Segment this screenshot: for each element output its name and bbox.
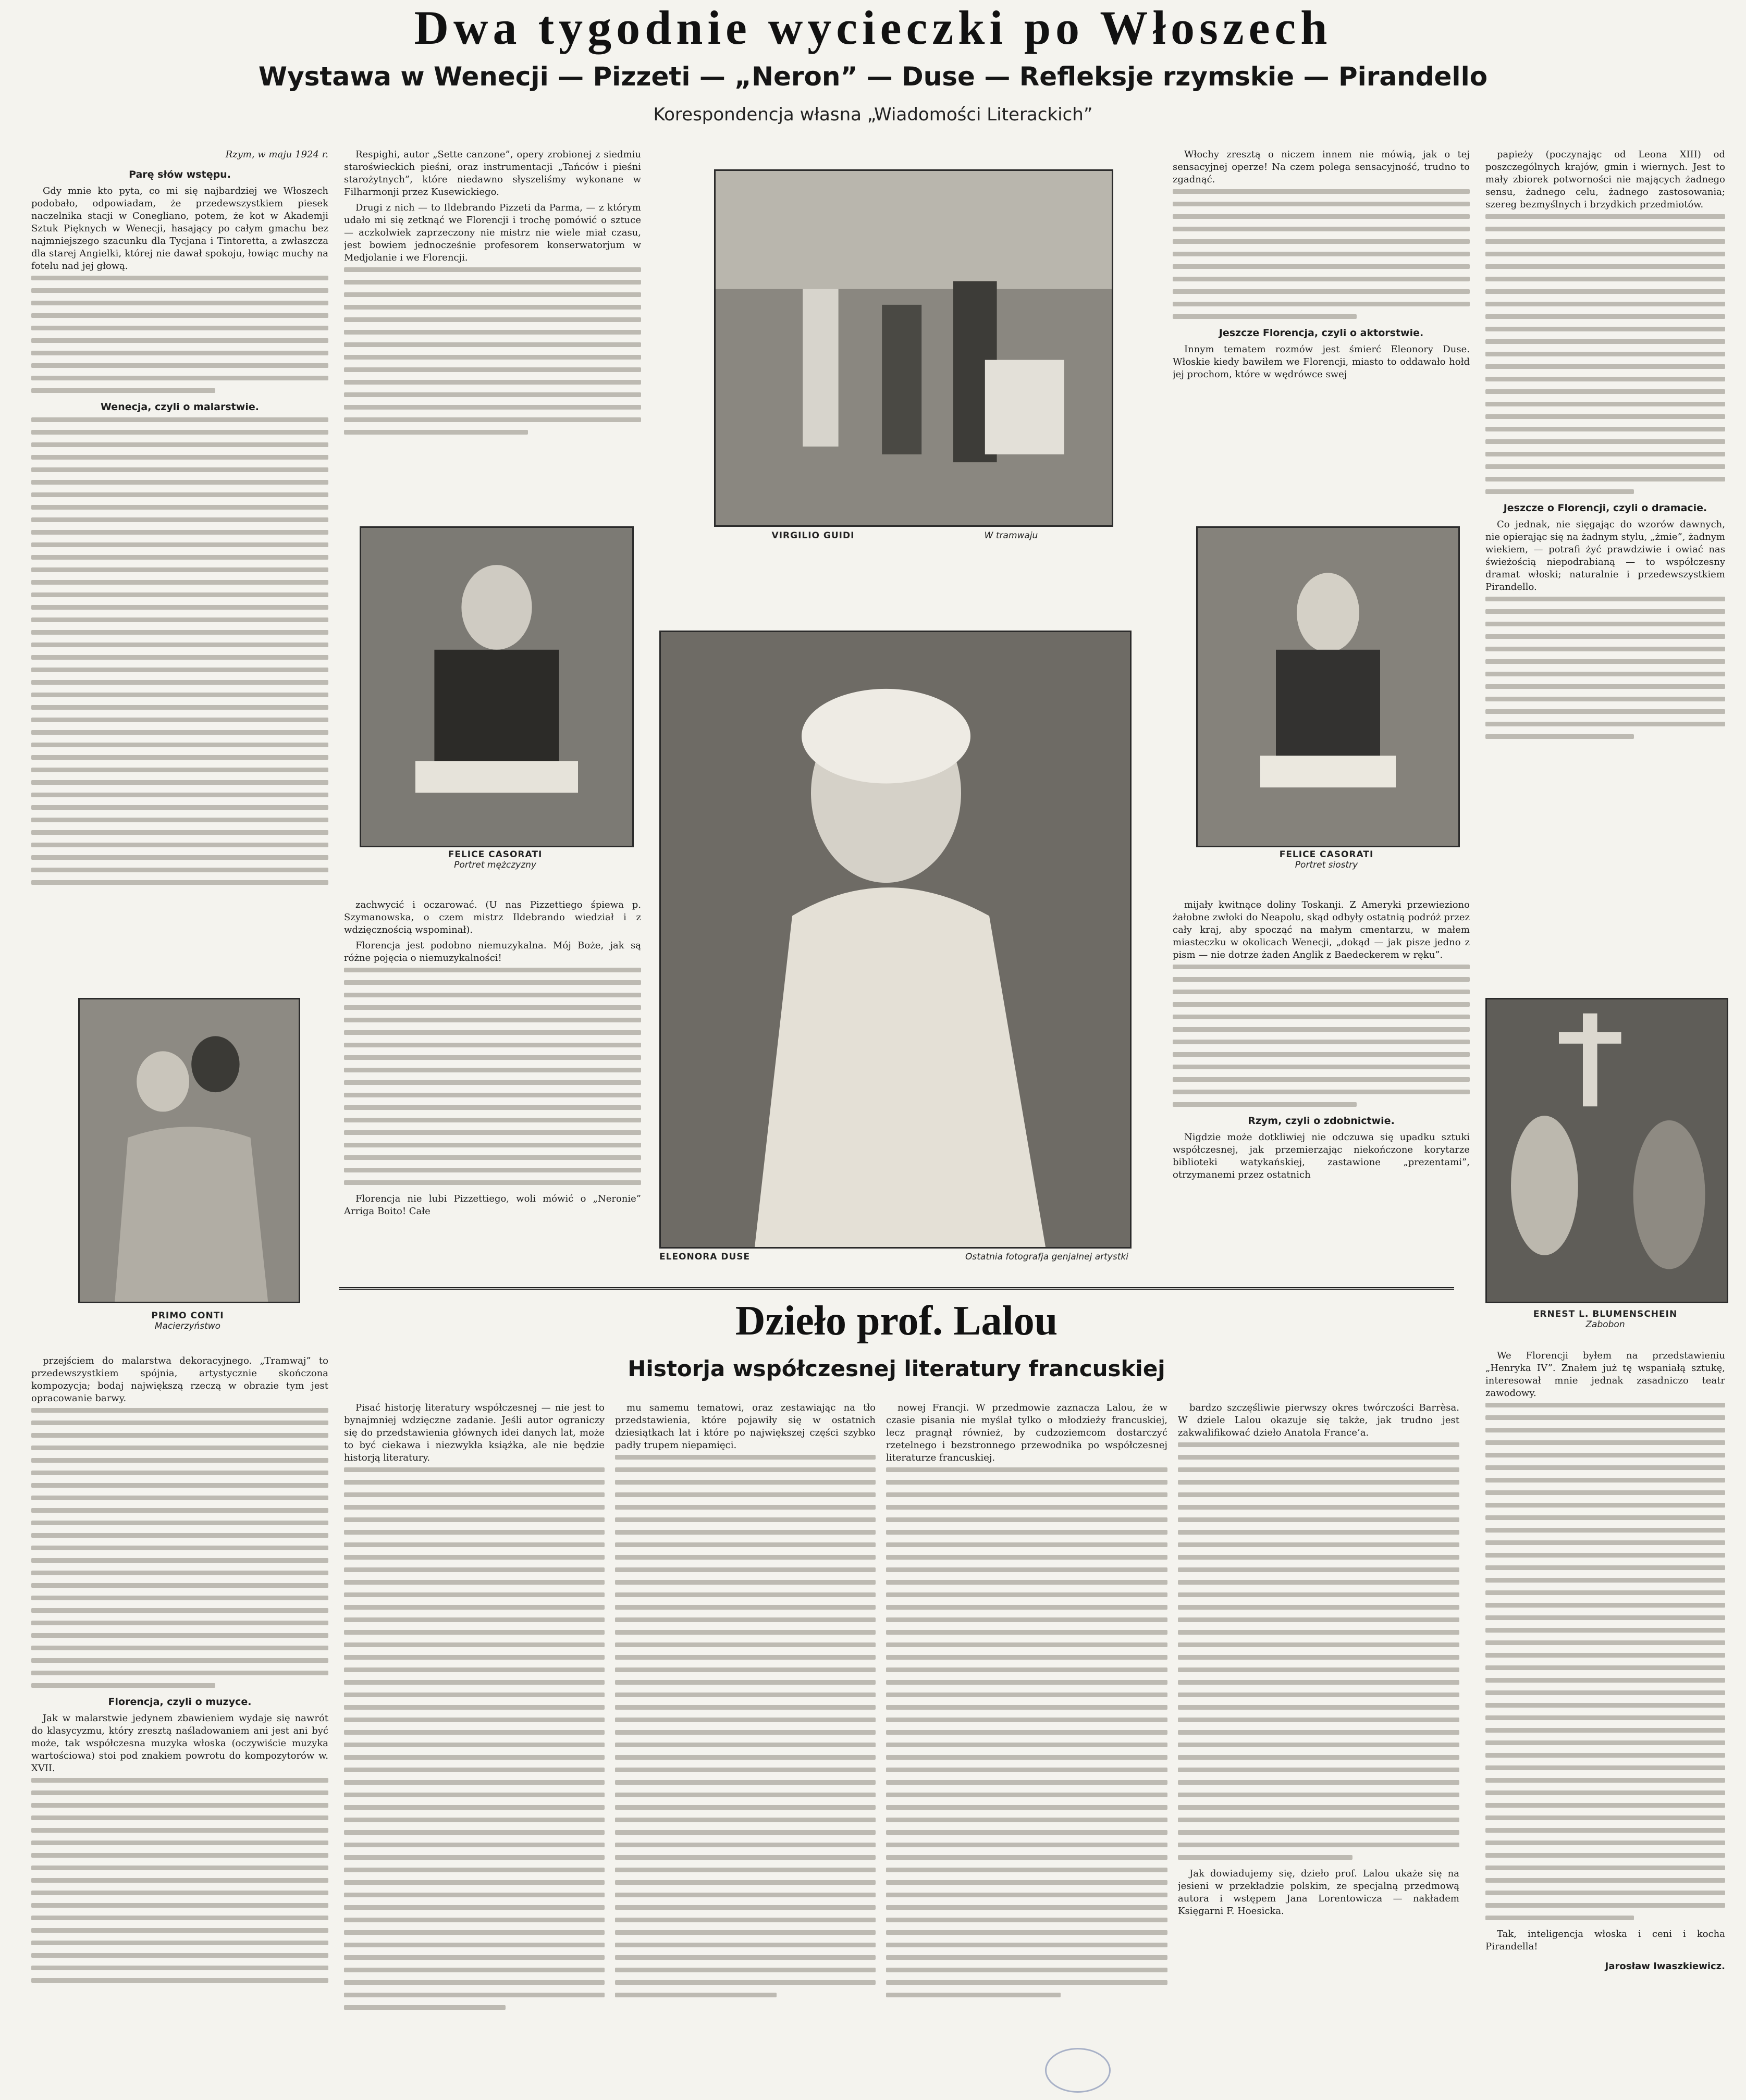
paragraph: Jak w malarstwie jedynem zbawieniem wydaje się nawrót do klasycyzmu, który zresztą naśladowaniem ani jest ani być może, tak współczesna muzyka włoska (oczywiście muzyka wartościowa) stoi pod znakiem powrotu do kompozytorów w. XVII.: [31, 1713, 328, 1774]
unreadable-text: [344, 267, 641, 435]
paragraph: Tak, inteligencja włoska i ceni i kocha Pirandella!: [1485, 1929, 1725, 1952]
motherhood-painting: [78, 998, 300, 1303]
caption-artist: FELICE CASORATI: [448, 849, 543, 860]
unreadable-text: [31, 1408, 328, 1688]
section-heading: Jeszcze Florencja, czyli o aktorstwie.: [1219, 327, 1424, 339]
caption-duse: [659, 1252, 878, 1262]
caption-casorati-2: [1196, 849, 1457, 870]
article-2-column-4: [1178, 1402, 1459, 2084]
paragraph: Respighi, autor „Sette canzone”, opery zrobionej z siedmiu staroświeckich pieśni, oraz instrumentacji „Tańców i pieśni starożytnych”, które niedawno słyszeliśmy wykonane w Filharmonji przez Kusewickiego.: [344, 149, 641, 197]
caption-blumenschein: [1485, 1309, 1725, 1330]
article-title: Dwa tygodnie wycieczki po Włoszech: [414, 1, 1332, 54]
section-heading: Rzym, czyli o zdobnictwie.: [1248, 1115, 1395, 1127]
caption-work: Macierzyństwo: [154, 1321, 221, 1331]
unreadable-text: [1178, 1442, 1459, 1860]
unreadable-text: [886, 1467, 1167, 1997]
unreadable-text: [344, 1467, 605, 2010]
article-2-column-1: [344, 1402, 605, 2084]
portrait-of-sister: [1196, 526, 1460, 847]
unreadable-text: [1485, 1403, 1725, 1920]
caption-name: ELEONORA DUSE: [659, 1252, 751, 1262]
column-5: [31, 1355, 328, 2084]
section-heading: Florencja, czyli o muzyce.: [108, 1696, 252, 1708]
article-2-column-3: [886, 1402, 1167, 2084]
caption-work: Zabobon: [1585, 1319, 1625, 1330]
article-2-column-2: [615, 1402, 876, 2084]
paragraph: mu samemu tematowi, oraz zestawiając na tło przedstawienia, które pojawiły się w ostatnich dziesiątkach lat i które po największej części szybko padły trupem niepamięci.: [615, 1402, 876, 1451]
superstition-painting: [1485, 998, 1728, 1303]
column-3: [1173, 149, 1470, 503]
caption-guidi: [714, 530, 912, 541]
article-2-subtitle: Historja współczesnej literatury francuskiej: [628, 1356, 1165, 1381]
paragraph: papieży (poczynając od Leona XIII) od poszczególnych krajów, gmin i wiernych. Jest to mały zbiorek potworności nie mających żadnego sensu, żadnego celu, żadnego zastosowania; szereg bezmyślnych i brzydkich przedmiotów.: [1485, 149, 1725, 210]
caption-work: Portret mężczyzny: [454, 860, 536, 870]
painting-in-tram: [714, 169, 1113, 527]
paragraph: zachwycić i oczarować. (U nas Pizzettiego śpiewa p. Szymanowska, o czem mistrz Ildebrando wiedział i z wdzięcznością wspominał).: [344, 899, 641, 935]
portrait-of-a-man: [360, 526, 634, 847]
section-heading: Wenecja, czyli o malarstwie.: [101, 401, 259, 413]
paragraph: Drugi z nich — to Ildebrando Pizzeti da Parma, — z którym udało mi się zetknąć we Florencji i trochę pomówić o sztuce — aczkolwiek zaprzeczony nie mistrz nie wiele miał czasu, jest bowiem jednocześnie profesorem konserwatorjum w Medjolanie i we Florencji.: [344, 202, 641, 263]
caption-casorati-1: [360, 849, 631, 870]
column-4-lower: [1485, 1350, 1725, 2084]
paragraph: mijały kwitnące doliny Toskanji. Z Ameryki przewieziono żałobne zwłoki do Neapolu, skąd odbyły ostatnią podróż przez cały kraj, aby spocząć na małym cmentarzu, w małem miasteczku w okolicach Wenecji, „dokąd — jak pisze jedno z pism — nie dotrze żaden Anglik z Baedeckerem w ręku”.: [1173, 899, 1470, 960]
column-2: [344, 149, 641, 503]
paragraph: Włochy zresztą o niczem innem nie mówią, jak o tej sensacyjnej operze! Na czem polega sensacyjność, trudno to zgadnąć.: [1173, 149, 1470, 185]
unreadable-text: [31, 276, 328, 393]
unreadable-text: [31, 417, 328, 885]
caption-artist: ERNEST L. BLUMENSCHEIN: [1533, 1309, 1678, 1319]
paragraph: Florencja nie lubi Pizzettiego, woli mówić o „Neronie” Arriga Boito! Całe: [344, 1193, 641, 1217]
paragraph: Jak dowiadujemy się, dzieło prof. Lalou ukaże się na jesieni w przekładzie polskim, ze specjalną przedmową autora i wstępem Jana Lorentowicza — nakładem Księgarni F. Hoesicka.: [1178, 1868, 1459, 1917]
paragraph: We Florencji byłem na przedstawieniu „Henryka IV”. Znałem już tę wspaniałą sztukę, interesował mnie jednak zasadniczo teatr zawodowy.: [1485, 1350, 1725, 1399]
caption-conti: [78, 1311, 297, 1331]
caption-duse-note: Ostatnia fotografja genjalnej artystki: [965, 1252, 1128, 1262]
unreadable-text: [615, 1455, 876, 1997]
unreadable-text: [1173, 189, 1470, 319]
article-subtitle: Wystawa w Wenecji — Pizzeti — „Neron” — Duse — Refleksje rzymskie — Pirandello: [258, 61, 1488, 92]
unreadable-text: [344, 968, 641, 1185]
section-heading: Parę słów wstępu.: [129, 169, 231, 180]
caption-artist: PRIMO CONTI: [151, 1311, 224, 1321]
dateline: Rzym, w maju 1924 r.: [225, 149, 328, 160]
unreadable-text: [1173, 965, 1470, 1107]
paragraph: nowej Francji. W przedmowie zaznacza Lalou, że w czasie pisania nie myślał tylko o młodzieży francuskiej, lecz pragnął również, by cudzoziemcom dostarczyć rzetelnego i bezstronnego przewodnika po współczesnej literaturze francuskiej.: [886, 1402, 1167, 1463]
eleonora-duse-photo: [659, 631, 1132, 1249]
article-byline: Korespondencja własna „Wiadomości Literackich”: [653, 104, 1093, 125]
column-2-continued: [344, 899, 641, 1274]
article-2-title: Dzieło prof. Lalou: [735, 1298, 1058, 1344]
paragraph: Gdy mnie kto pyta, co mi się najbardziej we Włoszech podobało, odpowiadam, że przedewszystkiem piesek naczelnika stacji w Conegliano, potem, że kot w Akademji Sztuk Pięknych w Wenecji, hasający po całym gmachu bez najmniejszego szacunku dla Tycjana i Tintoretta, a zwłaszcza dla starej Angielki, której nie dawał spokoju, łowiąc muchy na fotelu nad jej głową.: [31, 186, 328, 271]
library-stamp: [1045, 2048, 1111, 2093]
caption-artist: FELICE CASORATI: [1279, 849, 1374, 860]
column-3-continued: [1173, 899, 1470, 1274]
article-divider: [339, 1287, 1454, 1290]
paragraph: Co jednak, nie sięgając do wzorów dawnych, nie opierając się na żadnym stylu, „żmie”, żadnym wiekiem, — potrafi żyć prawdziwie i owiać nas świeżością niepodrabianą — to współczesny dramat włoski; naturalnie i przedewszystkiem Pirandello.: [1485, 519, 1725, 592]
caption-work: Portret siostry: [1295, 860, 1358, 870]
paragraph: Florencja jest podobno niemuzykalna. Mój Boże, jak są różne pojęcia o niemuzykalności!: [344, 940, 641, 963]
unreadable-text: [1485, 214, 1725, 494]
paragraph: bardzo szczęśliwie pierwszy okres twórczości Barrèsa. W dziele Lalou okazuje się także, jak trudno jest zakwalifikować dzieło Anatola France’a.: [1178, 1402, 1459, 1438]
section-heading: Jeszcze o Florencji, czyli o dramacie.: [1503, 502, 1707, 514]
paragraph: Innym tematem rozmów jest śmierć Eleonory Duse. Włoskie kiedy bawiłem we Florencji, miasto to oddawało hołd jej prochom, które w wędrówce swej: [1173, 344, 1470, 380]
column-1: [31, 149, 328, 956]
author-signature: Jarosław Iwaszkiewicz.: [1605, 1961, 1725, 1972]
paragraph: Pisać historję literatury współczesnej — nie jest to bynajmniej wdzięczne zadanie. Jeśli autor ograniczy się do przedstawienia głównych idei danych lat, może to być ciekawa i niezwykła książka, ale nie będzie historją literatury.: [344, 1402, 605, 1463]
paragraph: Nigdzie może dotkliwiej nie odczuwa się upadku sztuki współczesnej, jak przemierzając niekończone korytarze biblioteki watykańskiej, zastawione „prezentami”, otrzymanemi przez ostatnich: [1173, 1132, 1470, 1180]
caption-guidi-work: W tramwaju: [984, 530, 1038, 541]
caption-artist: VIRGILIO GUIDI: [771, 530, 855, 541]
paragraph: przejściem do malarstwa dekoracyjnego. „Tramwaj” to przedewszystkiem spójnia, artystycznie skończona kompozycja; bodaj największą rzeczą w obrazie tym jest opracowanie barwy.: [31, 1355, 328, 1404]
column-4: [1485, 149, 1725, 956]
unreadable-text: [31, 1778, 328, 1983]
unreadable-text: [1485, 597, 1725, 739]
